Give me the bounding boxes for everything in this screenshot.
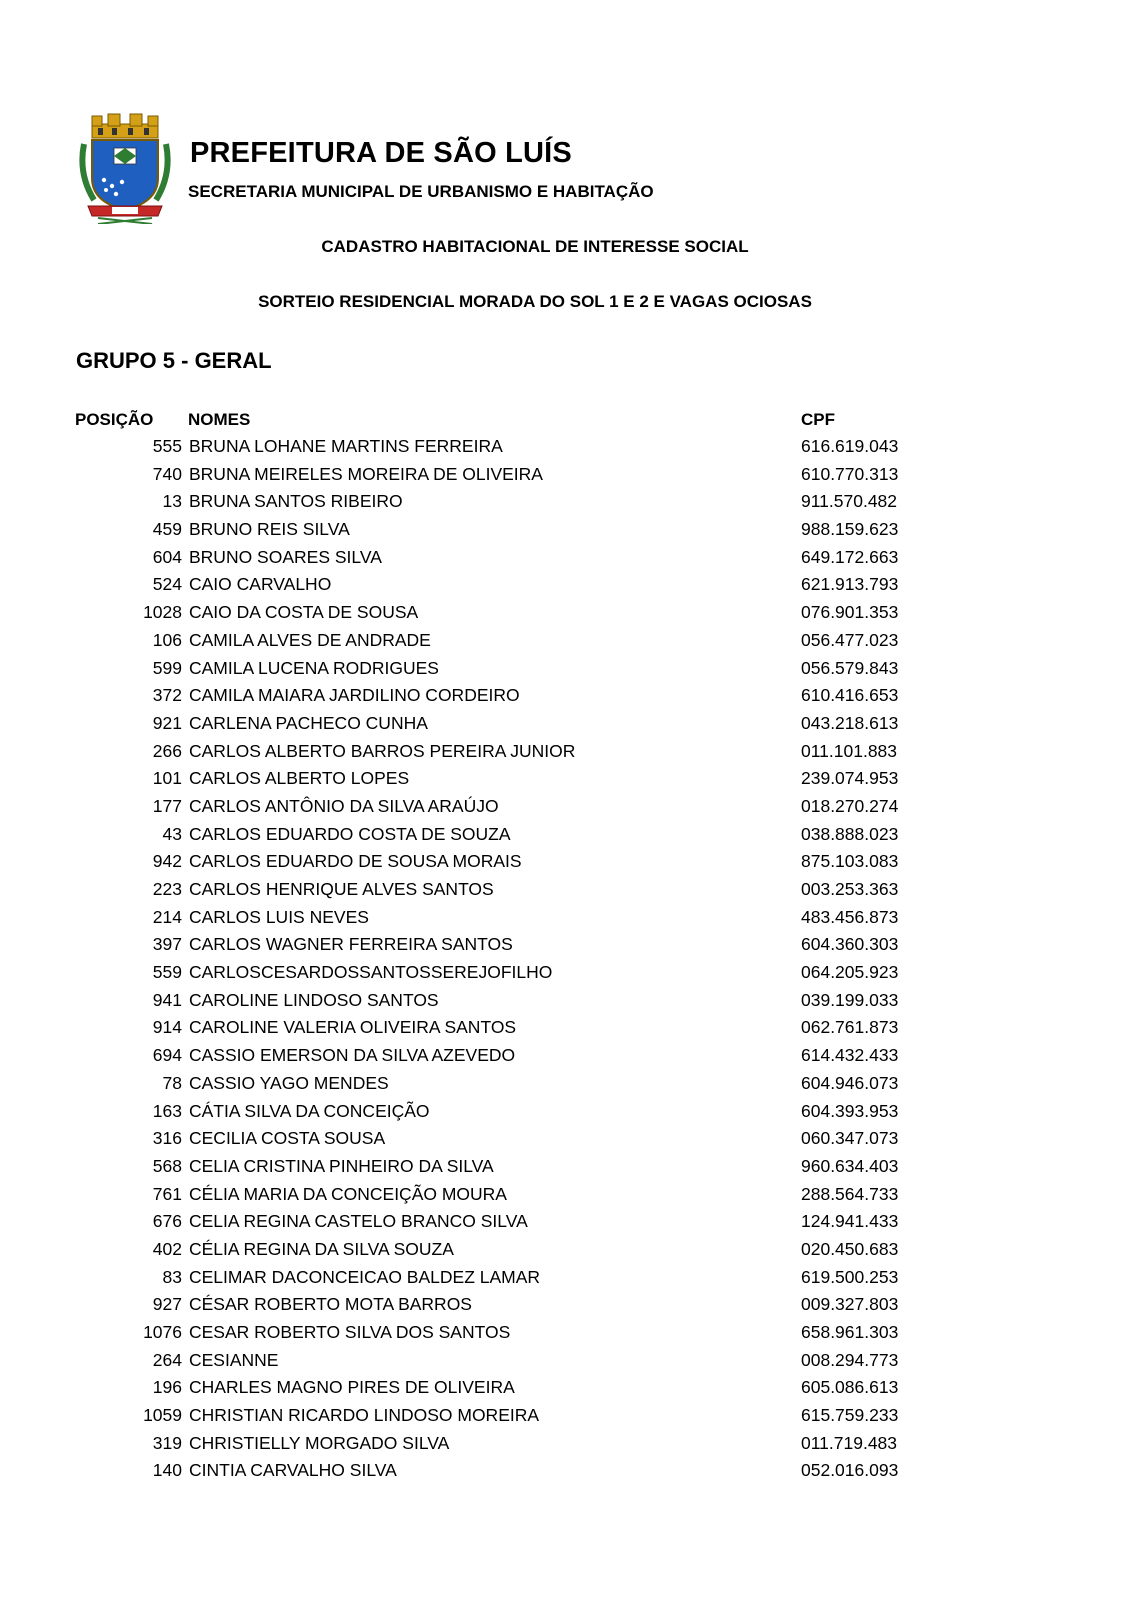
row-name: BRUNA MEIRELES MOREIRA DE OLIVEIRA bbox=[189, 463, 543, 484]
row-name: CAMILA ALVES DE ANDRADE bbox=[189, 629, 431, 650]
row-position: 524 bbox=[152, 574, 182, 595]
row-position: 316 bbox=[152, 1128, 182, 1149]
row-position: 676 bbox=[152, 1211, 182, 1232]
row-position: 163 bbox=[152, 1100, 182, 1121]
row-name: CINTIA CARVALHO SILVA bbox=[189, 1460, 397, 1481]
table-row bbox=[0, 962, 1131, 990]
table-row bbox=[0, 1405, 1131, 1433]
row-name: CARLOS LUIS NEVES bbox=[189, 906, 369, 927]
table-row bbox=[0, 990, 1131, 1018]
column-header-nomes: NOMES bbox=[188, 410, 251, 429]
page-title: PREFEITURA DE SÃO LUÍS bbox=[190, 137, 572, 169]
row-cpf: 039.199.033 bbox=[801, 989, 899, 1010]
row-position: 101 bbox=[152, 768, 182, 789]
row-cpf: 658.961.303 bbox=[801, 1322, 899, 1342]
table-row bbox=[0, 1211, 1131, 1239]
row-name: CESIANNE bbox=[189, 1349, 279, 1370]
table-row bbox=[0, 1239, 1131, 1267]
table-row bbox=[0, 1184, 1131, 1212]
row-cpf: 064.205.923 bbox=[801, 962, 899, 983]
row-position: 13 bbox=[162, 491, 182, 512]
row-position: 264 bbox=[152, 1349, 182, 1370]
row-cpf: 614.432.433 bbox=[801, 1045, 899, 1066]
table-row bbox=[0, 1017, 1131, 1045]
results-table bbox=[0, 436, 1131, 1488]
row-cpf: 062.761.873 bbox=[801, 1017, 899, 1038]
row-cpf: 043.218.613 bbox=[801, 712, 899, 733]
row-position: 694 bbox=[152, 1045, 182, 1066]
column-header-cpf: CPF bbox=[801, 410, 835, 429]
row-name: CELIA CRISTINA PINHEIRO DA SILVA bbox=[189, 1155, 494, 1176]
row-cpf: 988.159.623 bbox=[801, 519, 899, 540]
row-name: CHRISTIAN RICARDO LINDOSO MOREIRA bbox=[189, 1405, 540, 1426]
row-name: CAIO DA COSTA DE SOUSA bbox=[189, 602, 419, 623]
table-row bbox=[0, 1267, 1131, 1295]
table-row bbox=[0, 1101, 1131, 1129]
row-cpf: 604.393.953 bbox=[801, 1100, 899, 1121]
row-cpf: 239.074.953 bbox=[801, 768, 899, 789]
row-cpf: 615.759.233 bbox=[801, 1405, 899, 1426]
table-row bbox=[0, 1045, 1131, 1073]
row-cpf: 052.016.093 bbox=[801, 1460, 899, 1481]
table-row bbox=[0, 879, 1131, 907]
table-row bbox=[0, 796, 1131, 824]
table-row bbox=[0, 685, 1131, 713]
row-name: CÉLIA MARIA DA CONCEIÇÃO MOURA bbox=[189, 1183, 507, 1204]
table-row bbox=[0, 574, 1131, 602]
row-name: BRUNO REIS SILVA bbox=[189, 519, 350, 540]
row-name: BRUNA LOHANE MARTINS FERREIRA bbox=[189, 436, 503, 456]
row-position: 1076 bbox=[143, 1322, 182, 1342]
row-position: 397 bbox=[152, 934, 182, 955]
row-cpf: 483.456.873 bbox=[801, 906, 899, 927]
row-cpf: 288.564.733 bbox=[801, 1183, 899, 1204]
row-cpf: 060.347.073 bbox=[801, 1128, 899, 1149]
group-title: GRUPO 5 - GERAL bbox=[76, 348, 272, 373]
table-row bbox=[0, 1350, 1131, 1378]
row-cpf: 011.719.483 bbox=[801, 1432, 898, 1453]
row-name: CAROLINE LINDOSO SANTOS bbox=[189, 989, 439, 1010]
table-row bbox=[0, 658, 1131, 686]
row-position: 78 bbox=[162, 1072, 182, 1093]
table-row bbox=[0, 436, 1131, 464]
table-row bbox=[0, 851, 1131, 879]
table-row bbox=[0, 602, 1131, 630]
row-cpf: 124.941.433 bbox=[801, 1211, 899, 1232]
row-cpf: 649.172.663 bbox=[801, 546, 899, 567]
row-cpf: 008.294.773 bbox=[801, 1349, 899, 1370]
table-row bbox=[0, 1073, 1131, 1101]
row-name: CARLOS ALBERTO BARROS PEREIRA JUNIOR bbox=[189, 740, 576, 761]
row-position: 921 bbox=[152, 712, 182, 733]
row-cpf: 960.634.403 bbox=[801, 1155, 899, 1176]
table-row bbox=[0, 1322, 1131, 1350]
row-position: 319 bbox=[152, 1432, 182, 1453]
row-position: 568 bbox=[152, 1155, 182, 1176]
page-subtitle: SECRETARIA MUNICIPAL DE URBANISMO E HABITAÇÃO bbox=[188, 182, 654, 201]
row-position: 927 bbox=[152, 1294, 182, 1315]
table-row bbox=[0, 547, 1131, 575]
table-row bbox=[0, 1460, 1131, 1488]
coat-of-arms-icon bbox=[78, 112, 172, 224]
row-name: CELIMAR DACONCEICAO BALDEZ LAMAR bbox=[189, 1266, 541, 1287]
row-name: CARLOSCESARDOSSANTOSSEREJOFILHO bbox=[189, 962, 553, 983]
row-position: 942 bbox=[152, 851, 182, 872]
registry-heading: CADASTRO HABITACIONAL DE INTERESSE SOCIAL bbox=[321, 237, 749, 256]
row-name: BRUNO SOARES SILVA bbox=[189, 546, 382, 567]
row-position: 140 bbox=[152, 1460, 182, 1481]
row-position: 223 bbox=[152, 879, 182, 899]
row-cpf: 610.416.653 bbox=[801, 685, 899, 706]
row-position: 196 bbox=[152, 1377, 182, 1398]
row-cpf: 056.579.843 bbox=[801, 657, 899, 678]
row-cpf: 875.103.083 bbox=[801, 851, 899, 872]
row-position: 1028 bbox=[143, 602, 182, 623]
row-name: BRUNA SANTOS RIBEIRO bbox=[189, 491, 403, 512]
table-row bbox=[0, 768, 1131, 796]
row-cpf: 018.270.274 bbox=[801, 795, 899, 816]
row-position: 402 bbox=[152, 1238, 182, 1259]
row-position: 106 bbox=[152, 629, 182, 650]
table-row bbox=[0, 824, 1131, 852]
row-position: 177 bbox=[152, 795, 182, 816]
row-name: CARLOS WAGNER FERREIRA SANTOS bbox=[189, 934, 513, 955]
row-name: CECILIA COSTA SOUSA bbox=[189, 1128, 386, 1149]
row-cpf: 020.450.683 bbox=[801, 1238, 899, 1259]
row-cpf: 056.477.023 bbox=[801, 629, 899, 650]
row-name: CAROLINE VALERIA OLIVEIRA SANTOS bbox=[189, 1017, 517, 1038]
row-cpf: 621.913.793 bbox=[801, 574, 899, 595]
table-row bbox=[0, 491, 1131, 519]
row-cpf: 619.500.253 bbox=[801, 1266, 899, 1287]
row-position: 83 bbox=[162, 1266, 182, 1287]
row-name: CAMILA MAIARA JARDILINO CORDEIRO bbox=[189, 685, 520, 706]
row-position: 555 bbox=[152, 436, 182, 456]
row-position: 266 bbox=[152, 740, 182, 761]
row-name: CELIA REGINA CASTELO BRANCO SILVA bbox=[189, 1211, 528, 1232]
row-name: CARLOS HENRIQUE ALVES SANTOS bbox=[189, 879, 494, 899]
row-cpf: 911.570.482 bbox=[801, 491, 898, 512]
row-position: 559 bbox=[152, 962, 182, 983]
row-position: 43 bbox=[162, 823, 182, 844]
column-header-posicao: POSIÇÃO bbox=[75, 410, 154, 429]
row-name: CARLENA PACHECO CUNHA bbox=[189, 712, 428, 733]
row-position: 761 bbox=[152, 1183, 182, 1204]
row-position: 214 bbox=[152, 906, 182, 927]
table-row bbox=[0, 1377, 1131, 1405]
row-name: CASSIO YAGO MENDES bbox=[189, 1072, 389, 1093]
row-name: CARLOS EDUARDO DE SOUSA MORAIS bbox=[189, 851, 522, 872]
table-row bbox=[0, 907, 1131, 935]
row-name: CASSIO EMERSON DA SILVA AZEVEDO bbox=[189, 1045, 516, 1066]
table-row bbox=[0, 934, 1131, 962]
row-name: CÁTIA SILVA DA CONCEIÇÃO bbox=[189, 1100, 430, 1121]
row-position: 914 bbox=[152, 1017, 182, 1038]
row-position: 740 bbox=[152, 463, 182, 484]
row-position: 941 bbox=[152, 989, 182, 1010]
table-row bbox=[0, 713, 1131, 741]
row-cpf: 605.086.613 bbox=[801, 1377, 899, 1398]
row-name: CAIO CARVALHO bbox=[189, 574, 332, 595]
table-row bbox=[0, 464, 1131, 492]
row-cpf: 604.360.303 bbox=[801, 934, 899, 955]
table-row bbox=[0, 1294, 1131, 1322]
row-cpf: 011.101.883 bbox=[801, 740, 898, 761]
table-row bbox=[0, 519, 1131, 547]
row-name: CHRISTIELLY MORGADO SILVA bbox=[189, 1432, 450, 1453]
row-position: 459 bbox=[152, 519, 182, 540]
table-row bbox=[0, 1128, 1131, 1156]
lottery-heading: SORTEIO RESIDENCIAL MORADA DO SOL 1 E 2 E VAGAS OCIOSAS bbox=[258, 292, 812, 311]
row-cpf: 003.253.363 bbox=[801, 879, 899, 899]
row-name: CHARLES MAGNO PIRES DE OLIVEIRA bbox=[189, 1377, 515, 1398]
row-name: CARLOS ALBERTO LOPES bbox=[189, 768, 410, 789]
row-cpf: 038.888.023 bbox=[801, 823, 899, 844]
row-name: CAMILA LUCENA RODRIGUES bbox=[189, 657, 439, 678]
row-position: 604 bbox=[152, 546, 182, 567]
row-position: 1059 bbox=[143, 1405, 182, 1426]
row-cpf: 610.770.313 bbox=[801, 463, 899, 484]
table-row bbox=[0, 1433, 1131, 1461]
row-cpf: 076.901.353 bbox=[801, 602, 899, 623]
row-position: 599 bbox=[152, 657, 182, 678]
row-cpf: 009.327.803 bbox=[801, 1294, 899, 1315]
row-cpf: 616.619.043 bbox=[801, 436, 899, 456]
table-row bbox=[0, 630, 1131, 658]
table-row bbox=[0, 741, 1131, 769]
row-name: CESAR ROBERTO SILVA DOS SANTOS bbox=[189, 1322, 511, 1342]
row-name: CÉSAR ROBERTO MOTA BARROS bbox=[189, 1294, 472, 1315]
table-row bbox=[0, 1156, 1131, 1184]
row-name: CARLOS ANTÔNIO DA SILVA ARAÚJO bbox=[189, 795, 499, 816]
row-name: CARLOS EDUARDO COSTA DE SOUZA bbox=[189, 823, 511, 844]
row-name: CÉLIA REGINA DA SILVA SOUZA bbox=[189, 1238, 454, 1259]
row-position: 372 bbox=[152, 685, 182, 706]
row-cpf: 604.946.073 bbox=[801, 1072, 899, 1093]
